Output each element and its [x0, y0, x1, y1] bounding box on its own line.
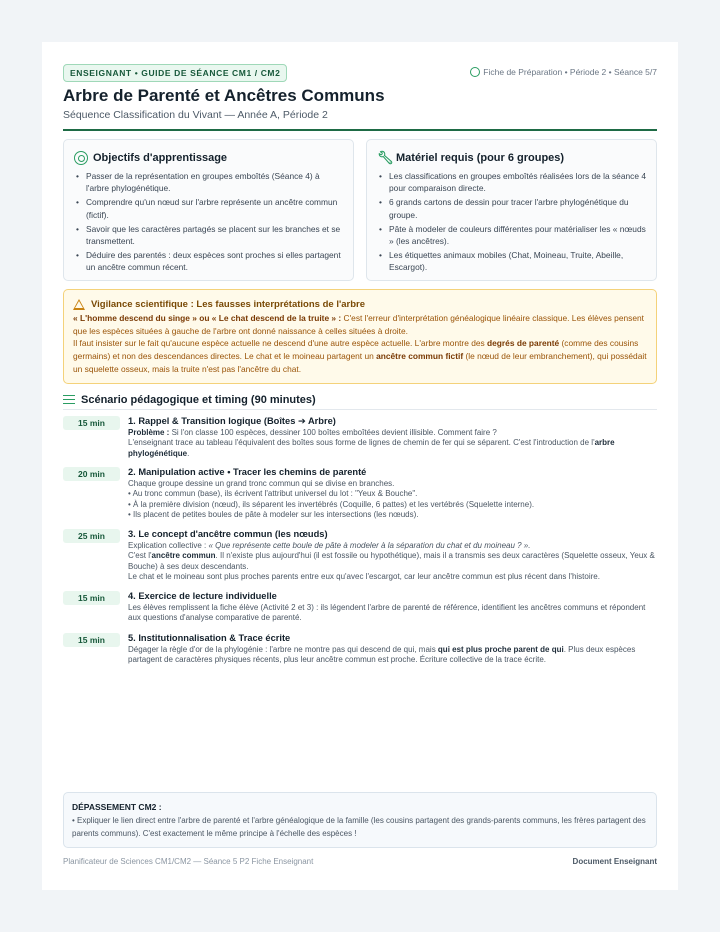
step-title: 2. Manipulation active • Tracer les chemins de parenté: [128, 467, 367, 477]
step-text: • Ils placent de petites boules de pâte à modeler sur les intersections (les nœuds).: [128, 509, 419, 519]
materials-title: Matériel requis (pour 6 groupes): [396, 152, 565, 164]
step-text: Le chat et le moineau sont plus proches parents entre eux qu'avec l'escargot, car leur ancêtre commun est plus récent dans l'histoire.: [128, 571, 600, 581]
step-text: Les élèves remplissent la fiche élève (Activité 2 et 3) : ils légendent l'arbre de parenté de référence, identifient les ancêtres communs et répondent aux questions d'analyse comparative de parenté.: [128, 603, 646, 623]
cm2-extension: [63, 792, 657, 848]
extension-text: • Expliquer le lien direct entre l'arbre de parenté et l'arbre généalogique de la famille (les cousins partagent des grands-parents communs, les frères partagent des parents communs). C'est exactement le même principe à l'échelle des espèces !: [72, 816, 646, 838]
step-body: [128, 527, 657, 582]
wrench-icon: 🔧︎: [377, 150, 394, 165]
step-4: [63, 589, 657, 631]
step-text: Chaque groupe dessine un grand tronc commun qui se divise en branches.: [128, 479, 395, 488]
objectives-card: [63, 139, 354, 281]
step-line: . Plus deux espèces partagent de caractères physiques récents, plus leur ancêtre commun est proche. Écriture collective de la trace écrite.: [128, 645, 636, 665]
step-body: [128, 589, 657, 624]
session-meta-text: Fiche de Préparation • Période 2 • Séance 5/7: [483, 67, 657, 77]
target-icon: [74, 151, 88, 165]
step-text: [128, 645, 657, 666]
step-quote: « Que représente cette boule de pâte à modeler à la séparation du chat et du moineau ? ».: [208, 541, 531, 550]
step-2: [63, 465, 657, 527]
step-3: [63, 527, 657, 589]
step-emphasis: ancêtre commun: [151, 551, 216, 561]
objectives-heading: [74, 149, 343, 167]
page-subtitle: Séquence Classification du Vivant — Année A, Période 2: [63, 109, 328, 121]
step-duration: 20 min: [63, 467, 120, 481]
warning-title: Vigilance scientifique : Les fausses interprétations de l'arbre: [91, 299, 365, 310]
objectives-list: [74, 170, 343, 274]
warning-text: (comme des cousins germains) et non des descendances directes. Le chat et le moineau partagent un: [73, 338, 639, 362]
material-item: • Pâte à modeler de couleurs différentes pour matérialiser les « nœuds » (les ancêtres).: [377, 223, 646, 247]
material-item: • Les étiquettes animaux mobiles (Chat, Moineau, Truite, Abeille, Escargot).: [377, 249, 646, 273]
title-divider: [63, 129, 657, 131]
step-duration: 15 min: [63, 416, 120, 430]
footer-left: Planificateur de Sciences CM1/CM2 — Séance 5 P2 Fiche Enseignant: [63, 857, 314, 866]
warning-text: (le nœud de leur embranchement), qui possédait un squelette osseux, mais la truite n'est pas l'ancêtre du chat.: [73, 351, 647, 374]
step-text: [128, 541, 657, 551]
warning-quote: « L'homme descend du singe » ou « Le chat descend de la truite » :: [73, 313, 342, 323]
warning-paragraph-2: [73, 337, 647, 375]
footer-right: Document Enseignant: [572, 857, 657, 866]
top-bar: [63, 63, 657, 85]
page-title: Arbre de Parenté et Ancêtres Communs: [63, 86, 385, 105]
objective-item: • Passer de la représentation en groupes emboîtés (Séance 4) à l'arbre phylogénétique.: [74, 170, 343, 194]
materials-list: [377, 170, 646, 274]
warning-text: C'est l'erreur d'interprétation généalogique linéaire classique. Les élèves pensent que les espèces situées à gauche de l'arbre ont donné naissance à celles situées à droite.: [73, 313, 644, 336]
step-title: 1. Rappel & Transition logique (Boîtes ➔ Arbre): [128, 416, 336, 426]
warning-emphasis: degrés de parenté: [487, 338, 560, 349]
materials-card: [366, 139, 657, 281]
extension-title: DÉPASSEMENT CM2 :: [72, 802, 162, 812]
step-title: 3. Le concept d'ancêtre commun (les nœuds): [128, 529, 328, 539]
material-item: • 6 grands cartons de dessin pour tracer l'arbre phylogénétique du groupe.: [377, 196, 646, 220]
step-line: . Il n'existe plus aujourd'hui (il est fossile ou hypothétique), mais il a transmis ses deux caractères (Squelette osseux, Yeux & Bouche) à ses deux descendants.: [128, 551, 655, 571]
step-title: 4. Exercice de lecture individuelle: [128, 591, 277, 601]
step-emphasis: Problème :: [128, 428, 170, 437]
step-text: [128, 551, 657, 572]
warning-heading: [73, 297, 647, 312]
objective-item: • Déduire des parentés : deux espèces sont proches si elles partagent un ancêtre commun récent.: [74, 249, 343, 273]
step-duration: 15 min: [63, 591, 120, 605]
step-title: 5. Institutionnalisation & Trace écrite: [128, 633, 291, 643]
step-text: [128, 438, 657, 459]
scenario-heading: [63, 390, 657, 410]
step-5: [63, 631, 657, 673]
step-line: Explication collective :: [128, 541, 209, 550]
objectives-title: Objectifs d'apprentissage: [93, 152, 228, 164]
step-1: [63, 414, 657, 465]
step-text: [128, 428, 657, 438]
scenario-steps: [63, 414, 657, 673]
step-line: C'est l': [128, 551, 152, 561]
warning-text: Il faut insister sur le fait qu'aucune espèce actuelle ne descend d'une autre espèce actuelle. L'arbre montre des: [73, 338, 488, 349]
warning-paragraph-1: [73, 312, 647, 337]
warning-emphasis: ancêtre commun fictif: [376, 351, 464, 362]
scientific-warning: [63, 289, 657, 384]
page-footer: [63, 857, 657, 869]
clock-icon: [470, 67, 480, 77]
step-body: [128, 465, 657, 520]
step-emphasis: qui est plus proche parent de qui: [437, 645, 564, 654]
step-line: .: [187, 448, 190, 458]
session-meta: [470, 65, 657, 79]
material-item: • Les classifications en groupes emboîtés réalisées lors de la séance 4 pour comparaison directe.: [377, 170, 646, 194]
step-duration: 15 min: [63, 633, 120, 647]
step-line: Si l'on classe 100 espèces, dessiner 100 boîtes emboîtées devient illisible. Comment faire ?: [169, 428, 497, 437]
list-icon: [63, 395, 75, 405]
step-text: • À la première division (nœud), ils séparent les invertébrés (Coquille, 6 pattes) et les vertébrés (Squelette interne).: [128, 499, 535, 509]
materials-heading: [377, 149, 646, 167]
step-body: [128, 631, 657, 666]
step-emphasis: arbre phylogénétique: [128, 438, 615, 458]
warning-icon: [73, 299, 85, 310]
objective-item: • Comprendre qu'un nœud sur l'arbre représente un ancêtre commun (fictif).: [74, 196, 343, 220]
step-text: • Au tronc commun (base), ils écrivent l'attribut universel du lot : "Yeux & Bouche".: [128, 489, 418, 499]
audience-badge: ENSEIGNANT • GUIDE DE SÉANCE CM1 / CM2: [63, 64, 287, 82]
step-duration: 25 min: [63, 529, 120, 543]
lesson-sheet: [42, 42, 678, 890]
step-line: L'enseignant trace au tableau l'équivalent des boîtes sous forme de lignes de chemin de fer qui se séparent. C'est l'introduction de l': [128, 438, 595, 448]
step-line: Dégager la règle d'or de la phylogénie : l'arbre ne montre pas qui descend de qui, mais: [128, 645, 438, 654]
step-body: [128, 414, 657, 459]
objective-item: • Savoir que les caractères partagés se placent sur les branches et se transmettent.: [74, 223, 343, 247]
scenario-title: Scénario pédagogique et timing (90 minutes): [81, 393, 316, 406]
